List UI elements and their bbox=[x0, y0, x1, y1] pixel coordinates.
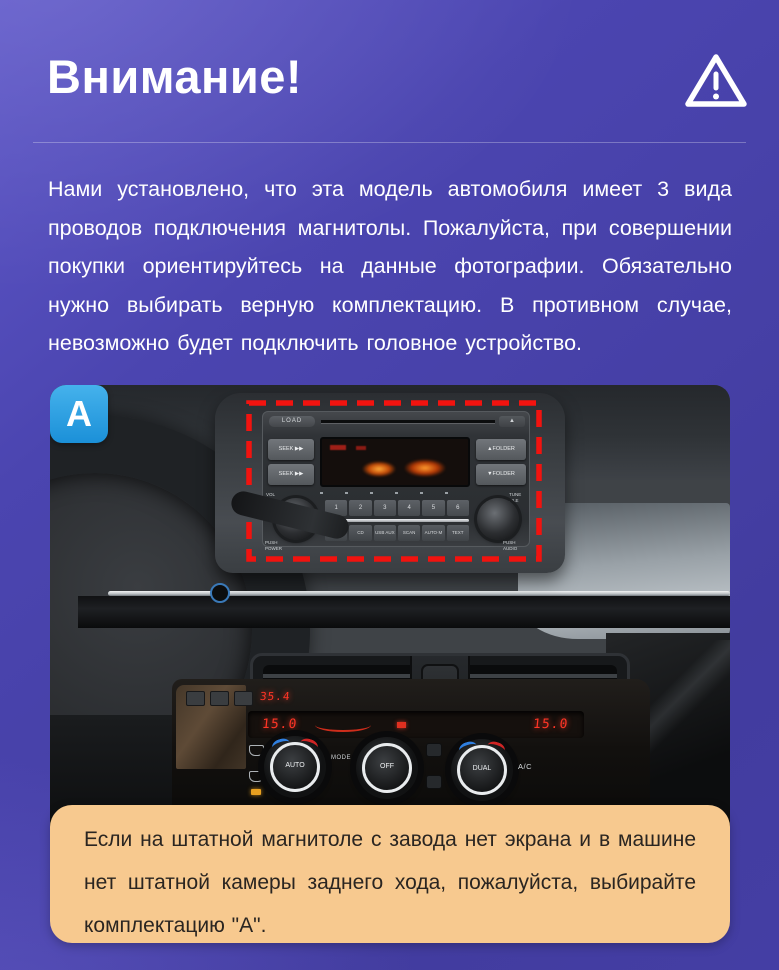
climate-knob-dual bbox=[451, 739, 513, 801]
variant-a-badge: A bbox=[50, 385, 108, 443]
dashboard-photo[interactable] bbox=[50, 385, 730, 855]
seek-up-button: SEEK ▶▶ bbox=[268, 439, 314, 460]
page-title: Внимание! bbox=[47, 50, 303, 103]
preset-button: 5 bbox=[422, 500, 444, 516]
vol-label: VOL bbox=[266, 492, 276, 497]
radio-source-button: SCAN bbox=[398, 525, 420, 541]
push-power-label: PUSH POWER bbox=[265, 540, 283, 551]
intro-paragraph: Нами установлено, что эта модель автомобиля имеет 3 вида проводов подключения магнитолы. Пожалуйста, при совершении покупки ориентируйтесь на данные фотографии. Обязательно нужно выбирать верную комплектацию. В противном случае, невозможно будет подключить головное устройство. bbox=[48, 177, 732, 356]
amber-indicator bbox=[251, 789, 261, 795]
note-box bbox=[50, 805, 730, 943]
rear-defrost-icon bbox=[249, 771, 264, 782]
preset-button: 3 bbox=[374, 500, 396, 516]
radio-source-button: TEXT bbox=[447, 525, 469, 541]
radio-source-button: AUTO·M bbox=[422, 525, 444, 541]
preset-button: 1 bbox=[325, 500, 347, 516]
preset-button: 2 bbox=[349, 500, 371, 516]
mini-button bbox=[210, 691, 229, 706]
tune-label: TUNE FILE bbox=[509, 492, 522, 503]
knob-label: DUAL bbox=[472, 765, 492, 772]
knob-label: AUTO bbox=[285, 762, 305, 769]
knob-label: OFF bbox=[380, 763, 394, 770]
windshield-defrost-icon bbox=[249, 745, 264, 756]
mode-label: MODE bbox=[331, 755, 351, 761]
seek-down-button: SEEK ▶▶ bbox=[268, 464, 314, 485]
climate-knob-auto bbox=[264, 736, 326, 798]
highlight-dashed-box bbox=[246, 400, 542, 562]
mini-button bbox=[186, 691, 205, 706]
climate-top-display: 35.4 bbox=[259, 690, 292, 703]
radio-load-button: LOAD bbox=[269, 416, 315, 427]
mini-button bbox=[234, 691, 253, 706]
climate-square-button bbox=[426, 743, 442, 757]
mini-buttons bbox=[186, 691, 253, 706]
divider bbox=[33, 142, 746, 143]
push-audio-label: PUSH AUDIO bbox=[503, 540, 518, 551]
fan-arc-graphic bbox=[315, 718, 371, 732]
folder-down-button: ▼FOLDER bbox=[476, 464, 526, 485]
radio-eject-button: ▲ bbox=[499, 416, 525, 427]
dash-gloss-strip bbox=[78, 596, 730, 628]
radio-source-button: CD bbox=[349, 525, 371, 541]
preset-button: 4 bbox=[398, 500, 420, 516]
temp-display-left: 15.0 bbox=[261, 717, 299, 732]
preset-button: 6 bbox=[447, 500, 469, 516]
note-text: Если на штатной магнитоле с завода нет экрана и в машине нет штатной камеры заднего хода, пожалуйста, выбирайте комплектацию "А". bbox=[84, 828, 696, 937]
ac-label: A/C bbox=[518, 762, 533, 771]
temp-display-right: 15.0 bbox=[531, 717, 569, 732]
climate-square-button bbox=[426, 775, 442, 789]
engine-start-button bbox=[210, 583, 230, 603]
climate-display bbox=[248, 711, 584, 738]
warning-triangle-icon bbox=[683, 50, 749, 112]
folder-up-button: ▲FOLDER bbox=[476, 439, 526, 460]
chrome-trim bbox=[108, 591, 730, 596]
climate-knob-off bbox=[356, 737, 418, 799]
display-indicator bbox=[397, 722, 406, 728]
radio-source-button: USB AUX bbox=[374, 525, 396, 541]
